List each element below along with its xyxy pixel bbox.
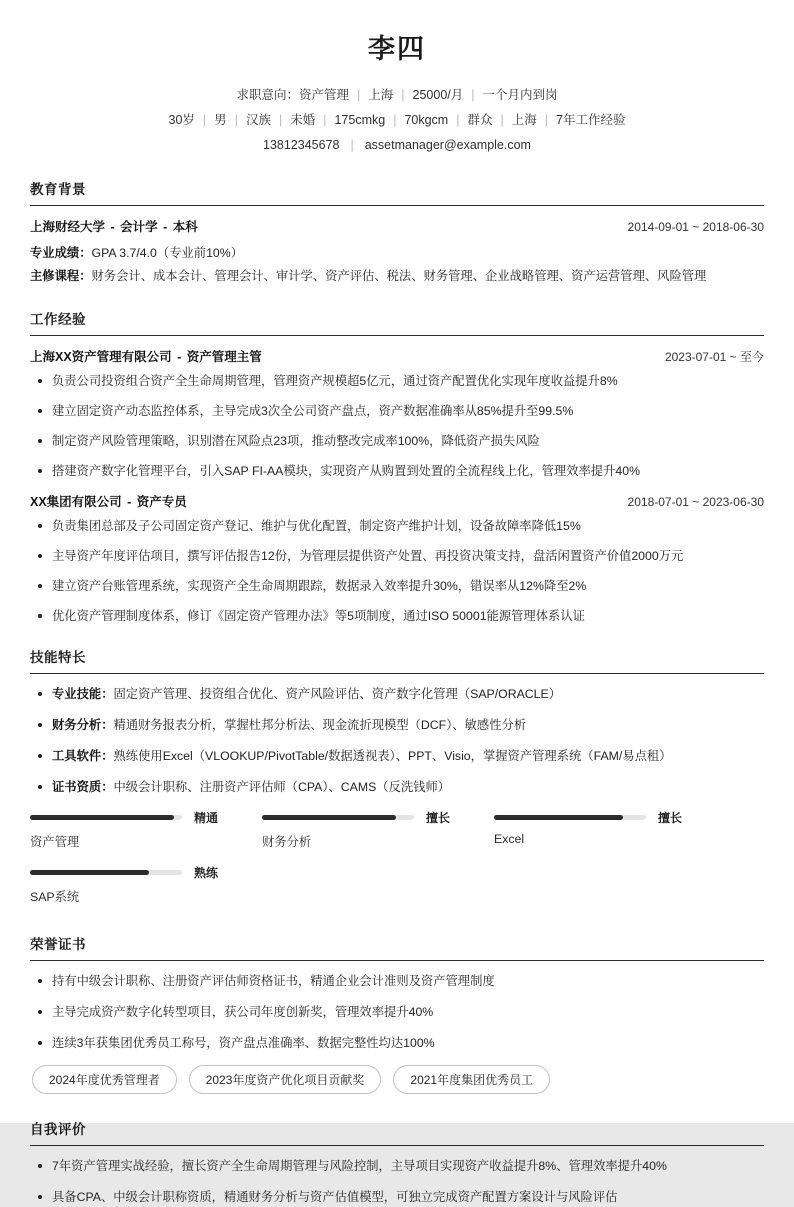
separator-icon: |: [471, 88, 475, 103]
personal-weight: 70kgcm: [404, 113, 449, 128]
personal-height: 175cmkg: [334, 113, 386, 128]
personal-marital: 未婚: [290, 113, 316, 128]
personal-political: 群众: [467, 113, 493, 128]
education-gpa-label: 专业成绩：: [30, 246, 92, 261]
work-date: 2018-07-01 ~ 2023-06-30: [627, 494, 764, 509]
skill-bars: [30, 809, 764, 919]
skill-label: 工具软件：: [52, 749, 114, 764]
dash-icon: -: [123, 494, 135, 509]
education-date: 2014-09-01 ~ 2018-06-30: [627, 220, 764, 235]
skill-bar-fill: [30, 870, 149, 875]
separator-icon: |: [357, 88, 361, 103]
section-skills: [30, 646, 764, 919]
skill-bar-row: [30, 864, 252, 881]
skill-label: 证书资质：: [52, 780, 114, 795]
list-item: [30, 685, 764, 704]
section-divider: [30, 673, 764, 674]
personal-info-line: [30, 108, 764, 133]
list-item: [30, 747, 764, 766]
skill-value: 固定资产管理、投资组合优化、资产风险评估、资产数字化管理（SAP/ORACLE）: [113, 686, 561, 701]
education-major: 会计学: [120, 220, 158, 235]
list-item: 具备CPA、中级会计职称资质，精通财务分析与资产估值模型，可独立完成资产配置方案设计与风险评估: [30, 1188, 764, 1207]
education-courses-label: 主修课程：: [30, 268, 92, 283]
skill-value: 熟练使用Excel（VLOOKUP/PivotTable/数据透视表）、PPT、Visio，掌握资产管理系统（FAM/易点租）: [113, 749, 672, 764]
skill-bar-row: [494, 809, 716, 826]
honor-tags: [30, 1065, 764, 1102]
education-title: [30, 217, 198, 235]
honor-tag[interactable]: 2021年度集团优秀员工: [393, 1065, 550, 1094]
job-intent-availability: 一个月内到岗: [482, 88, 558, 103]
work-bullet-list: [30, 517, 764, 626]
work-entry-head: [30, 492, 764, 510]
section-title-summary: 自我评价: [30, 1122, 86, 1138]
personal-location: 上海: [511, 113, 537, 128]
contact-phone: 13812345678: [263, 138, 340, 153]
personal-ethnicity: 汉族: [245, 113, 271, 128]
list-item: 主导完成资产数字化转型项目，获公司年度创新奖，管理效率提升40%: [30, 1003, 764, 1022]
work-role: 资产专员: [136, 494, 187, 509]
skill-bar: [494, 809, 726, 850]
list-item: 7年资产管理实战经验，擅长资产全生命周期管理与风险控制，主导项目实现资产收益提升8%、管理效率提升40%: [30, 1157, 764, 1176]
separator-icon: |: [456, 113, 460, 128]
list-item: [30, 716, 764, 735]
list-item: 主导资产年度评估项目，撰写评估报告12份，为管理层提供资产处置、再投资决策支持，盘活闲置资产价值2000万元: [30, 547, 764, 566]
section-self-evaluation: [30, 1118, 764, 1207]
skill-bar-fill: [494, 815, 623, 820]
job-intent-salary: 25000/月: [412, 88, 464, 103]
contact-email: assetmanager@example.com: [364, 138, 531, 153]
dash-icon: -: [159, 220, 171, 235]
separator-icon: |: [500, 113, 504, 128]
separator-icon: |: [544, 113, 549, 128]
candidate-name: 李四: [368, 34, 426, 64]
contact-line: [30, 133, 764, 158]
skill-bar-track: [30, 870, 182, 875]
section-divider: [30, 335, 764, 336]
skill-bar: [30, 809, 262, 850]
section-title-work: 工作经验: [30, 311, 86, 327]
work-entry: [30, 347, 764, 481]
list-item: 建立资产台账管理系统，实现资产全生命周期跟踪，数据录入效率提升30%，错误率从12%降至2%: [30, 577, 764, 596]
work-company: XX集团有限公司: [30, 494, 122, 509]
job-intent-label: 求职意向：: [236, 88, 299, 103]
education-gpa-value: GPA 3.7/4.0（专业前10%）: [91, 246, 243, 261]
separator-icon: |: [278, 113, 283, 128]
skill-bar-name: Excel: [494, 832, 525, 847]
separator-icon: |: [350, 138, 354, 153]
list-item: [30, 778, 764, 797]
skill-label: 财务分析：: [52, 717, 114, 732]
job-intent-line: [30, 83, 764, 108]
education-entry: [30, 217, 764, 287]
list-item: 连续3年获集团优秀员工称号，资产盘点准确率、数据完整性均达100%: [30, 1034, 764, 1053]
work-title: [30, 492, 187, 510]
skill-bar-level: 擅长: [658, 811, 683, 826]
separator-icon: |: [323, 113, 327, 128]
work-title: [30, 347, 262, 365]
education-gpa: [30, 242, 764, 265]
skill-bar-track: [30, 815, 182, 820]
work-bullet-list: [30, 372, 764, 481]
section-title-education: 教育背景: [30, 182, 86, 198]
section-honors: [30, 933, 764, 1102]
section-divider: [30, 1145, 764, 1146]
list-item: 建立固定资产动态监控体系，主导完成3次全公司资产盘点，资产数据准确率从85%提升至99.5%: [30, 402, 764, 421]
separator-icon: |: [234, 113, 238, 128]
list-item: 优化资产管理制度体系，修订《固定资产管理办法》等5项制度，通过ISO 50001能源管理体系认证: [30, 607, 764, 626]
skill-bar-track: [494, 815, 646, 820]
summary-list: [30, 1157, 764, 1207]
section-title-honors: 荣誉证书: [30, 937, 86, 953]
list-item: 制定资产风险管理策略，识别潜在风险点23项，推动整改完成率100%，降低资产损失风险: [30, 432, 764, 451]
personal-experience: 7年工作经验: [556, 113, 626, 128]
skill-bar: [262, 809, 494, 850]
section-title-skills: 技能特长: [30, 649, 86, 665]
separator-icon: |: [393, 113, 397, 128]
list-item: 负责公司投资组合资产全生命周期管理，管理资产规模超5亿元，通过资产配置优化实现年度收益提升8%: [30, 372, 764, 391]
section-education: [30, 178, 764, 287]
skill-bar-level: 擅长: [426, 811, 451, 826]
skill-bar: [30, 864, 262, 905]
skill-value: 中级会计职称、注册资产评估师（CPA）、CAMS（反洗钱师）: [113, 780, 451, 795]
resume-header: [30, 22, 764, 158]
list-item: 负责集团总部及子公司固定资产登记、维护与优化配置，制定资产维护计划，设备故障率降低15%: [30, 517, 764, 536]
education-courses-value: 财务会计、成本会计、管理会计、审计学、资产评估、税法、财务管理、企业战略管理、资产运营管理、风险管理: [91, 268, 707, 283]
personal-age: 30岁: [168, 113, 195, 128]
separator-icon: |: [202, 113, 207, 128]
dash-icon: -: [107, 220, 119, 235]
skill-label: 专业技能：: [52, 686, 114, 701]
skills-list: [30, 685, 764, 797]
section-divider: [30, 205, 764, 206]
skill-value: 精通财务报表分析，掌握杜邦分析法、现金流折现模型（DCF）、敏感性分析: [113, 717, 527, 732]
education-degree: 本科: [172, 220, 198, 235]
skill-bar-name: 资产管理: [30, 835, 80, 850]
section-work-experience: [30, 308, 764, 626]
honors-list: [30, 972, 764, 1053]
skill-bar-name: SAP系统: [30, 890, 80, 905]
skill-bar-fill: [262, 815, 396, 820]
separator-icon: |: [401, 88, 405, 103]
work-entry-head: [30, 347, 764, 365]
list-item: 持有中级会计职称、注册资产评估师资格证书，精通企业会计准则及资产管理制度: [30, 972, 764, 991]
honor-tag[interactable]: 2024年度优秀管理者: [32, 1065, 177, 1094]
honor-tag[interactable]: 2023年度资产优化项目贡献奖: [189, 1065, 382, 1094]
work-role: 资产管理主管: [186, 349, 262, 364]
education-courses: [30, 265, 764, 288]
job-intent-city: 上海: [368, 88, 394, 103]
education-entry-head: [30, 217, 764, 235]
list-item: 搭建资产数字化管理平台，引入SAP FI-AA模块，实现资产从购置到处置的全流程线上化，管理效率提升40%: [30, 462, 764, 481]
work-date: 2023-07-01 ~ 至今: [664, 349, 764, 364]
skill-bar-level: 精通: [194, 811, 219, 826]
skill-bar-track: [262, 815, 414, 820]
work-company: 上海XX资产管理有限公司: [30, 349, 172, 364]
work-entry: [30, 492, 764, 626]
job-intent-position: 资产管理: [298, 88, 349, 103]
skill-bar-row: [30, 809, 252, 826]
education-school: 上海财经大学: [30, 220, 106, 235]
skill-bar-row: [262, 809, 484, 826]
skill-bar-level: 熟练: [194, 866, 219, 881]
skill-bar-fill: [30, 815, 174, 820]
dash-icon: -: [173, 349, 185, 364]
section-divider: [30, 960, 764, 961]
personal-gender: 男: [214, 113, 227, 128]
skill-bar-name: 财务分析: [262, 835, 312, 850]
